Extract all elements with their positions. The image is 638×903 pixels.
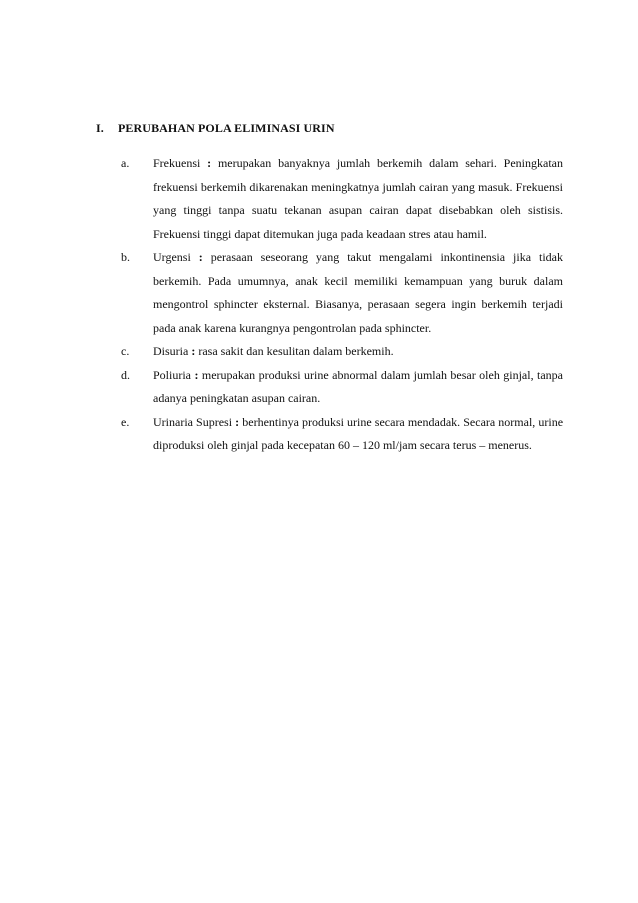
item-separator: : xyxy=(207,156,212,170)
list-item xyxy=(121,411,563,458)
item-marker: e. xyxy=(121,414,130,429)
item-term: Frekuensi xyxy=(153,156,201,170)
item-text: berhentinya produksi urine secara mendadak. Secara normal, urine diproduksi oleh ginjal pada kecepatan 60 – 120 ml/jam secara terus – menerus. xyxy=(153,414,564,452)
item-separator: : xyxy=(194,367,199,382)
definition-list xyxy=(121,152,563,458)
list-item xyxy=(121,152,563,246)
item-separator: : xyxy=(235,414,240,429)
list-item xyxy=(121,246,563,340)
section-title: PERUBAHAN POLA ELIMINASI URIN xyxy=(118,121,335,135)
section-number: I. xyxy=(96,121,104,135)
item-term: Disuria xyxy=(153,344,189,358)
item-marker: b. xyxy=(121,250,130,264)
item-term: Poliuria xyxy=(153,367,191,382)
item-marker: c. xyxy=(121,344,130,358)
item-text: merupakan produksi urine abnormal dalam jumlah besar oleh ginjal, tanpa adanya peningkatan asupan cairan. xyxy=(153,367,563,405)
item-marker: a. xyxy=(121,156,130,170)
item-text: perasaan seseorang yang takut mengalami inkontinensia jika tidak berkemih. Pada umumnya, anak kecil memiliki kemampuan yang buruk dalam mengontrol sphincter eksternal. Biasanya, perasaan segera ingin berkemih terjadi pada anak karena kurangnya pengontrolan pada sphincter. xyxy=(153,250,564,335)
section-heading xyxy=(96,121,335,136)
list-item xyxy=(121,340,563,364)
item-marker: d. xyxy=(121,367,130,382)
item-term: Urgensi xyxy=(153,250,191,264)
item-term: Urinaria Supresi xyxy=(153,414,233,429)
item-separator: : xyxy=(191,344,196,358)
list-item xyxy=(121,364,563,411)
item-text: rasa sakit dan kesulitan dalam berkemih. xyxy=(198,344,394,358)
item-separator: : xyxy=(198,250,203,264)
item-text: merupakan banyaknya jumlah berkemih dalam sehari. Peningkatan frekuensi berkemih dikarenakan meningkatnya jumlah cairan yang masuk. Frekuensi yang tinggi tanpa suatu tekanan asupan cairan dapat disebabkan oleh sistisis. Frekuensi tinggi dapat ditemukan juga pada keadaan stres atau hamil. xyxy=(153,156,564,241)
